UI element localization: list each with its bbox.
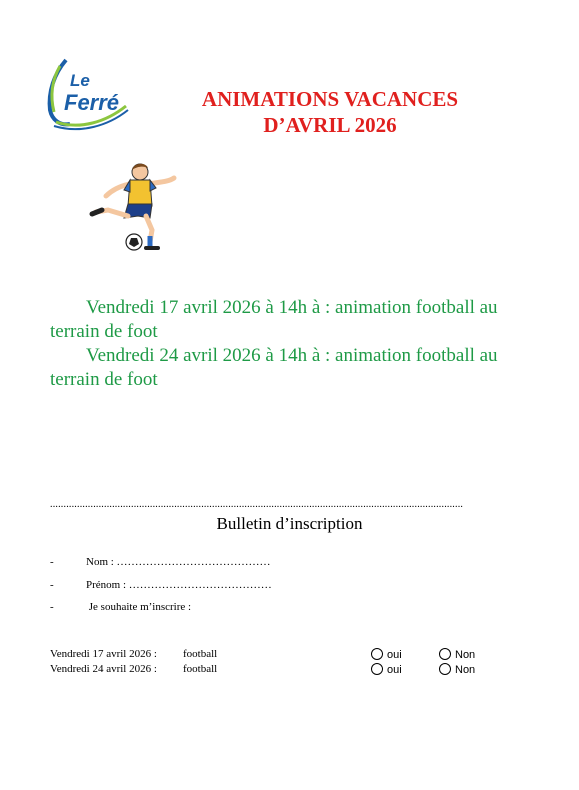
registration-choices (50, 648, 490, 678)
field-label: Prénom : ………………………………… (86, 579, 272, 591)
commune-logo (40, 52, 132, 132)
option-non-label: Non (455, 649, 476, 661)
football-player-illustration (88, 158, 188, 254)
choice-row (50, 663, 490, 678)
form-title: Bulletin d’inscription (216, 514, 363, 533)
field-firstname (50, 579, 272, 591)
page-title (150, 86, 510, 138)
option-non[interactable] (439, 648, 475, 661)
field-name (50, 556, 271, 568)
choice-activity: football (183, 663, 218, 675)
event-item: Vendredi 17 avril 2026 à 14h à : animation football au terrain de foot (50, 297, 498, 342)
event-item: Vendredi 24 avril 2026 à 14h à : animation football au terrain de foot (50, 345, 498, 390)
svg-text:Ferré: Ferré (64, 90, 120, 115)
option-oui[interactable] (371, 648, 402, 661)
choice-date: Vendredi 17 avril 2026 : (50, 648, 157, 660)
title-line-1: ANIMATIONS VACANCES (201, 87, 459, 111)
choice-date: Vendredi 24 avril 2026 : (50, 663, 157, 675)
radio-non-icon[interactable] (439, 663, 451, 675)
option-non[interactable] (439, 663, 475, 676)
bullet-dash: - (50, 556, 54, 568)
option-oui-label: oui (387, 664, 402, 676)
svg-text:Le: Le (70, 71, 90, 90)
field-label: Je souhaite m’inscrire : (86, 601, 192, 613)
bullet-dash: - (50, 601, 54, 613)
bullet-dash: - (50, 579, 54, 591)
option-oui-label: oui (387, 649, 402, 661)
event-list (50, 296, 530, 392)
choice-activity: football (183, 648, 218, 660)
choice-row (50, 648, 490, 663)
field-register (50, 601, 191, 613)
title-line-2: D’AVRIL 2026 (263, 113, 397, 137)
cut-separator: ......................................................................................................................................................... (50, 499, 464, 510)
option-oui[interactable] (371, 663, 402, 676)
option-non-label: Non (455, 664, 476, 676)
radio-non-icon[interactable] (439, 648, 451, 660)
radio-oui-icon[interactable] (371, 648, 383, 660)
field-label: Nom : …………………………………… (86, 556, 271, 568)
radio-oui-icon[interactable] (371, 663, 383, 675)
